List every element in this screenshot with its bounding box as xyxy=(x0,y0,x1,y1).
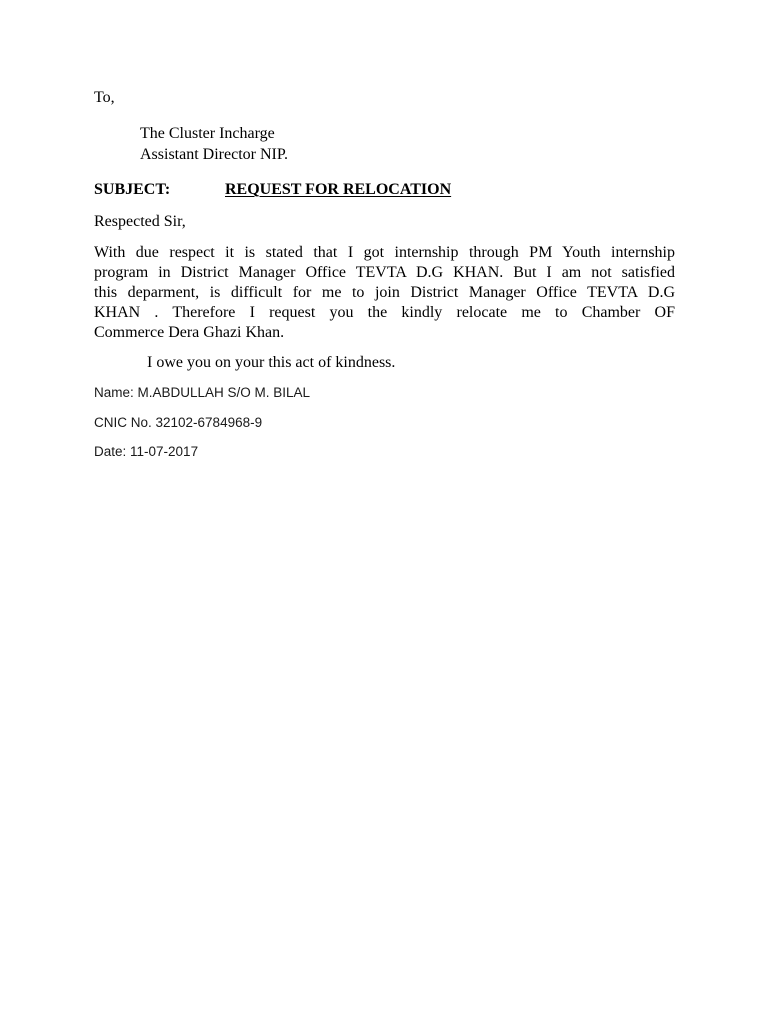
body-line: program in District Manager Office TEVTA D.G KHAN. But I am not satisfied xyxy=(94,264,675,281)
greeting: Respected Sir, xyxy=(94,213,186,230)
subject-label: SUBJECT: xyxy=(94,181,171,198)
subject-text: REQUEST FOR RELOCATION xyxy=(225,181,452,198)
recipient-designation: Assistant Director NIP. xyxy=(140,146,288,163)
closing-line: I owe you on your this act of kindness. xyxy=(147,354,396,371)
signature-cnic: CNIC No. 32102-6784968-9 xyxy=(94,415,263,430)
letter-body xyxy=(94,243,675,343)
recipient-title: The Cluster Incharge xyxy=(140,125,275,142)
signature-name: Name: M.ABDULLAH S/O M. BILAL xyxy=(94,385,311,400)
signature-date: Date: 11-07-2017 xyxy=(94,444,199,459)
body-line: KHAN . Therefore I request you the kindly relocate me to Chamber OF xyxy=(94,304,675,321)
body-line: With due respect it is stated that I got internship through PM Youth internship xyxy=(94,244,675,261)
salutation: To, xyxy=(94,89,115,106)
body-line: Commerce Dera Ghazi Khan. xyxy=(94,324,285,341)
body-line: this deparment, is difficult for me to join District Manager Office TEVTA D.G xyxy=(94,284,675,301)
